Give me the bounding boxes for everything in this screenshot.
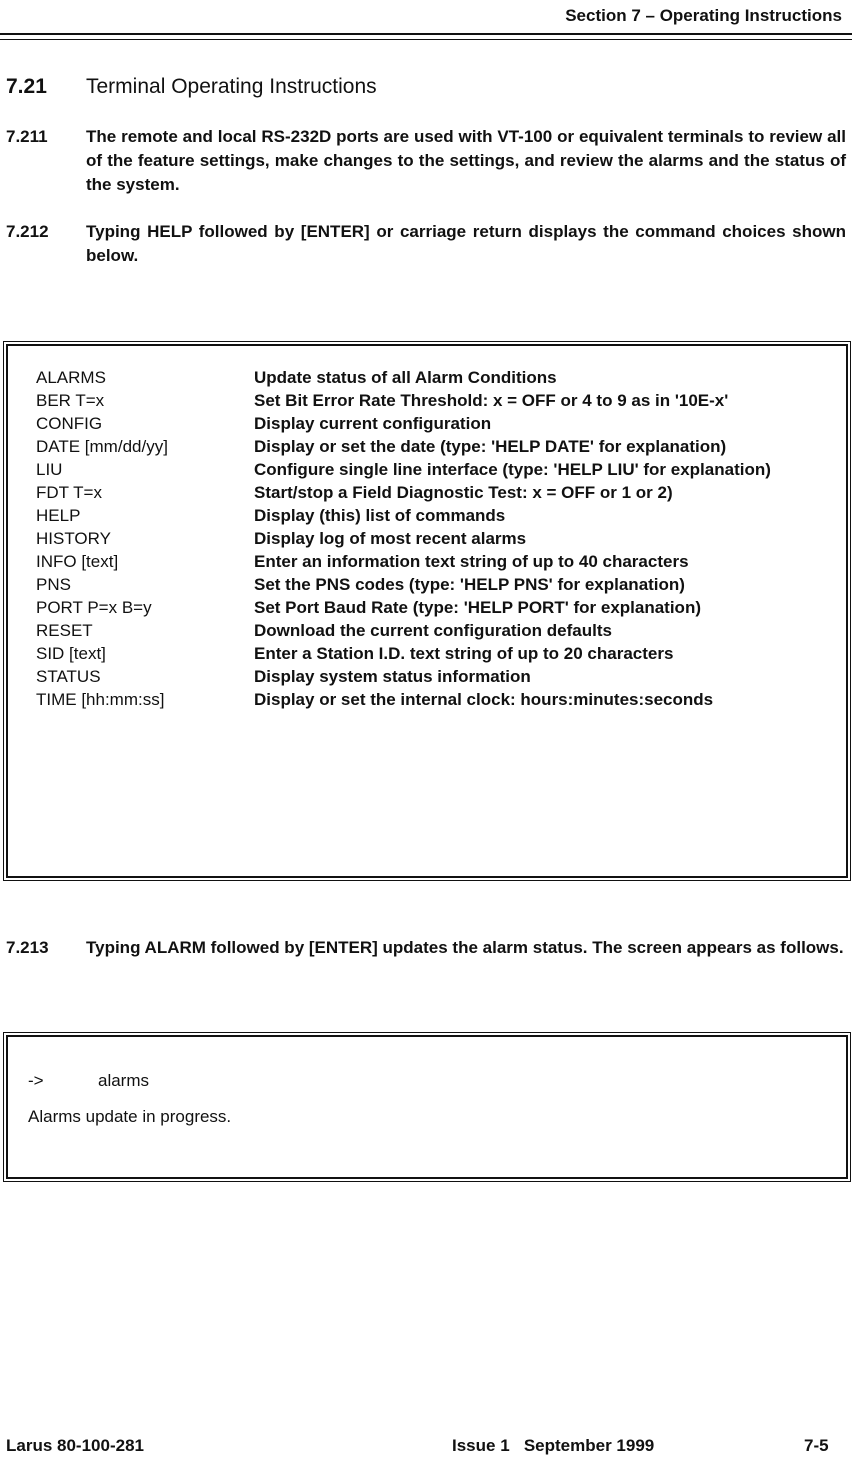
section-number: 7.21 <box>6 75 47 98</box>
terminal-command-line <box>28 1071 149 1091</box>
terminal-output: Alarms update in progress. <box>28 1107 232 1126</box>
command-description: Configure single line interface (type: 'HELP LIU' for explanation) <box>254 460 771 479</box>
command-name: FDT T=x <box>36 483 102 502</box>
command-description: Set the PNS codes (type: 'HELP PNS' for explanation) <box>254 575 685 594</box>
help-command-box <box>6 344 848 878</box>
paragraph-7-212 <box>6 220 846 268</box>
paragraph-text: The remote and local RS-232D ports are used with VT-100 or equivalent terminals to review all of the feature settings, make changes to the settings, and review the alarms and the status of the system. <box>86 127 846 194</box>
command-row <box>36 412 826 435</box>
command-description: Download the current configuration defaults <box>254 621 612 640</box>
header-title: Section 7 – Operating Instructions <box>565 6 842 25</box>
header-rule <box>0 33 852 35</box>
command-description: Display or set the internal clock: hours:minutes:seconds <box>254 690 714 709</box>
command-description: Display current configuration <box>254 414 492 433</box>
command-name: ALARMS <box>36 368 106 387</box>
paragraph-7-211 <box>6 125 846 197</box>
command-name: PORT P=x B=y <box>36 598 152 617</box>
command-row <box>36 527 826 550</box>
header-rule-thin <box>0 39 852 40</box>
terminal-prompt: -> <box>28 1071 44 1090</box>
command-row <box>36 665 826 688</box>
command-description: Display system status information <box>254 667 531 686</box>
command-row <box>36 642 826 665</box>
paragraph-7-213 <box>6 936 846 960</box>
command-name: TIME [hh:mm:ss] <box>36 690 165 709</box>
paragraph-number: 7.211 <box>6 127 48 146</box>
command-name: SID [text] <box>36 644 106 663</box>
command-row <box>36 573 826 596</box>
command-description: Set Port Baud Rate (type: 'HELP PORT' for explanation) <box>254 598 701 617</box>
section-title: Terminal Operating Instructions <box>86 75 377 98</box>
section-heading <box>6 75 377 99</box>
command-description: Display (this) list of commands <box>254 506 506 525</box>
command-table <box>36 366 826 711</box>
command-row <box>36 435 826 458</box>
command-description: Start/stop a Field Diagnostic Test: x = OFF or 1 or 2) <box>254 483 673 502</box>
paragraph-number: 7.213 <box>6 938 49 957</box>
command-name: STATUS <box>36 667 101 686</box>
command-description: Display log of most recent alarms <box>254 529 527 548</box>
terminal-output-box <box>6 1035 848 1179</box>
command-row <box>36 688 826 711</box>
command-description: Update status of all Alarm Conditions <box>254 368 557 387</box>
command-row <box>36 596 826 619</box>
command-description: Set Bit Error Rate Threshold: x = OFF or 4 to 9 as in '10E-x' <box>254 391 729 410</box>
command-name: RESET <box>36 621 93 640</box>
command-row <box>36 550 826 573</box>
command-name: DATE [mm/dd/yy] <box>36 437 168 456</box>
command-description: Display or set the date (type: 'HELP DATE' for explanation) <box>254 437 727 456</box>
paragraph-number: 7.212 <box>6 222 49 241</box>
paragraph-text: Typing ALARM followed by [ENTER] updates the alarm status. The screen appears as follows. <box>86 938 844 957</box>
footer-issue: Issue 1 September 1999 <box>452 1436 655 1455</box>
command-name: HISTORY <box>36 529 111 548</box>
footer-doc-number: Larus 80-100-281 <box>6 1436 144 1455</box>
command-name: PNS <box>36 575 71 594</box>
command-name: LIU <box>36 460 63 479</box>
command-row <box>36 389 826 412</box>
command-row <box>36 504 826 527</box>
command-row <box>36 619 826 642</box>
command-row <box>36 458 826 481</box>
terminal-input: alarms <box>98 1071 150 1090</box>
command-row <box>36 366 826 389</box>
command-name: CONFIG <box>36 414 103 433</box>
command-row <box>36 481 826 504</box>
command-description: Enter an information text string of up to 40 characters <box>254 552 689 571</box>
command-description: Enter a Station I.D. text string of up to 20 characters <box>254 644 674 663</box>
paragraph-text: Typing HELP followed by [ENTER] or carriage return displays the command choices shown below. <box>86 222 846 265</box>
command-name: HELP <box>36 506 81 525</box>
command-name: INFO [text] <box>36 552 119 571</box>
command-name: BER T=x <box>36 391 105 410</box>
footer-page-number: 7-5 <box>804 1436 829 1455</box>
